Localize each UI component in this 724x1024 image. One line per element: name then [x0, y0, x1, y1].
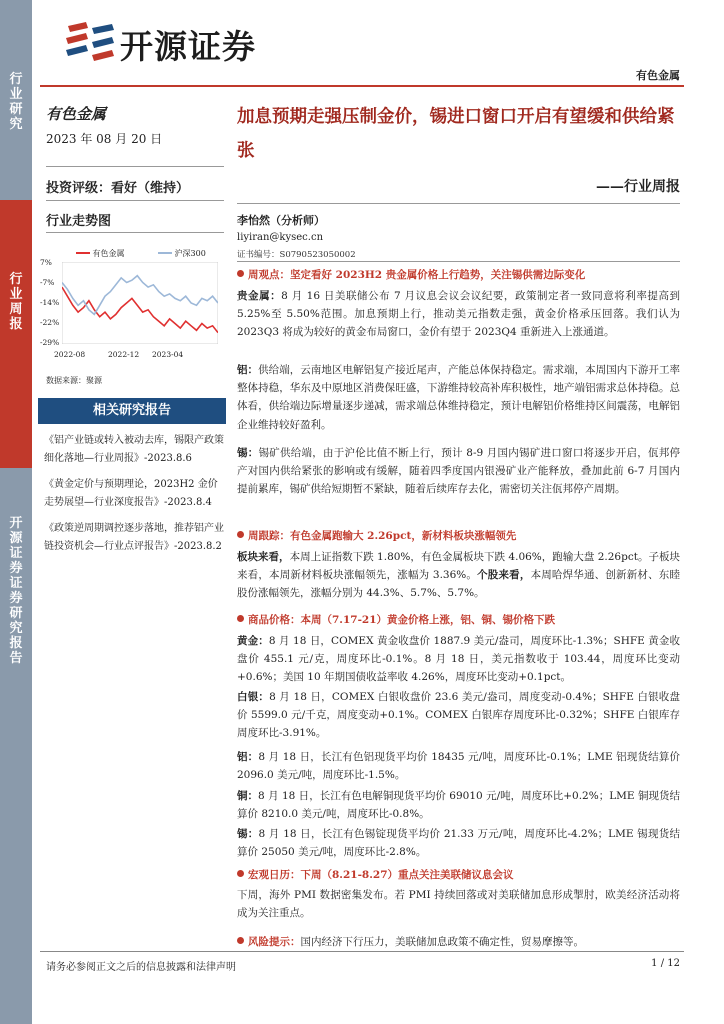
legend-item-nonferrous — [76, 248, 125, 259]
report-title: 加息预期走强压制金价，锡进口窗口开启有望缓和供给紧张 — [237, 107, 675, 161]
section-heading: 商品价格：本周（7.17-21）黄金价格上涨，铝、铜、锡价格下跌 — [237, 612, 555, 627]
report-date: 2023 年 08 月 20 日 — [46, 132, 163, 146]
section-body: 锡：8 月 18 日，长江有色锡锭现货平均价 21.33 万元/吨，周度环比-4.2%；LME 锡现货结算价 25050 美元/吨，周度环比-2.8%。 — [237, 828, 680, 859]
related-report-link[interactable]: 《政策逆周期调控逐步落地，推荐铝产业链投资机会—行业点评报告》-2023.8.2 — [44, 523, 224, 552]
x-tick: 2022-12 — [108, 350, 140, 359]
section-body: 铝：8 月 18 日，长江有色铝现货平均价 18435 元/吨，周度环比-0.1%；LME 铝现货结算价 2096.0 美元/吨，周度环比-1.5%。 — [237, 751, 681, 782]
series-line-0 — [62, 287, 218, 333]
side-strip-middle: 行 业 周 报 — [0, 200, 32, 468]
divider — [46, 232, 224, 233]
divider — [46, 166, 224, 167]
legend-label: 有色金属 — [92, 249, 125, 258]
industry-name: 有色金属 — [46, 105, 107, 123]
side-strip-bottom: 开 源 证 券 证 券 研 究 报 告 — [0, 468, 32, 1024]
section-body: 白银：8 月 18 日，COMEX 白银收盘价 23.6 美元/盎司，周度变动-0.4%；SHFE 白银收盘价 5599.0 元/千克，周度变动+0.1%。COMEX 白银库存周度环比-0.32%；SHFE 白银库存周度环比-3.91%。 — [237, 691, 680, 740]
analyst-cert: 证书编号：S0790523050002 — [237, 250, 356, 260]
header-divider — [40, 85, 684, 87]
footer-divider — [40, 951, 684, 952]
section-body: 铜：8 月 18 日，长江有色电解铜现货平均价 69010 元/吨，周度环比+0.2%；LME 铜现货结算价 8210.0 美元/吨，周度环比-0.8%。 — [237, 790, 681, 821]
x-tick: 2023-04 — [152, 350, 184, 359]
report-type: ——行业周报 — [596, 179, 680, 195]
x-tick: 2022-08 — [54, 350, 86, 359]
section-body: 下周，海外 PMI 数据密集发布。若 PMI 持续回落或对美联储加息形成掣肘，欧美经济活动将成为关注重点。 — [237, 889, 680, 920]
risk-warning: 风险提示：国内经济下行压力，美联储加息政策不确定性，贸易摩擦等。 — [237, 933, 680, 951]
related-reports-header: 相关研究报告 — [38, 398, 226, 424]
related-report-link[interactable]: 《铝产业链或转入被动去库，锡限产政策细化落地—行业周报》-2023.8.6 — [44, 435, 224, 464]
trend-chart — [40, 244, 226, 364]
y-tick: -29% — [40, 338, 60, 347]
section-body: 锡：锡矿供给端，由于沪伦比值不断上行，预计 8-9 月国内锡矿进口窗口将逐步开启，佤邦停产对国内供给紧张的影响或有缓解，随着四季度国内银漫矿业产能释放，叠加此前 6-7 月国内提前累库，锡矿供给短期暂不紧缺，随着后续库存去化，需密切关注佤邦停产周期。 — [237, 447, 680, 496]
investment-rating: 投资评级：看好（维持） — [46, 181, 190, 196]
bullet-icon — [237, 531, 244, 538]
kysec-logo-icon — [64, 20, 116, 62]
divider — [46, 200, 224, 201]
section-body: 黄金：8 月 18 日，COMEX 黄金收盘价 1887.9 美元/盎司，周度环比-1.3%；SHFE 黄金收盘价 455.1 元/克，周度环比-0.1%。8 月 18 日，美元指数收于 103.44，周度环比变动+0.6%；美国 10 年期国债收益率收 4.26%，周度环比变动+0.1pct。 — [237, 635, 680, 684]
section-body: 贵金属：8 月 16 日美联储公布 7 月议息会议会议纪要，政策制定者一致同意将利率提高到 5.25%至 5.50%范围。加息预期上行，推动美元指数走强，黄金价格承压回落。我们认为 2023Q3 将成为较好的黄金布局窗口，金价有望于 2023Q4 重新进入上涨通道。 — [237, 290, 681, 339]
page-number: 1 / 12 — [651, 958, 680, 969]
trend-chart-title: 行业走势图 — [46, 214, 112, 229]
logo-text: 开源证券 — [120, 27, 256, 66]
section-body: 板块来看，本周上证指数下跌 1.80%，有色金属板块下跌 4.06%，跑输大盘 2.26pct。子板块来看，本周新材料板块涨幅领先，涨幅为 3.36%。个股来看，本周哈焊华通、创新新材、东睦股份涨幅领先，涨幅分别为 44.3%、5.7%、5.7%。 — [237, 551, 680, 600]
section-heading: 周观点：坚定看好 2023H2 贵金属价格上行趋势，关注锡供需边际变化 — [237, 267, 585, 282]
footer-disclaimer[interactable]: 请务必参阅正文之后的信息披露和法律声明 — [46, 962, 236, 973]
side-strip-top: 行 业 研 究 — [0, 0, 32, 200]
y-tick: -7% — [40, 278, 55, 287]
legend-item-hs300 — [158, 248, 206, 259]
related-report-link[interactable]: 《黄金定价与预期理论，2023H2 金价走势展望—行业深度报告》-2023.8.4 — [44, 479, 218, 508]
bullet-icon — [237, 937, 244, 944]
divider — [237, 203, 680, 204]
bullet-icon — [237, 270, 244, 277]
y-tick: 7% — [40, 258, 52, 267]
bullet-icon — [237, 870, 244, 877]
section-heading: 宏观日历：下周（8.21-8.27）重点关注美联储议息会议 — [237, 867, 514, 882]
analyst-email[interactable]: liyiran@kysec.cn — [237, 232, 324, 243]
header-category: 有色金属 — [636, 69, 680, 82]
section-body: 铝：供给端，云南地区电解铝复产接近尾声，产能总体保持稳定。需求端，本周国内下游开工率整体持稳，华东及中原地区消费保旺盛，下游维持较高补库积极性，地产端铝需求总体持稳。总体看，供给端边际增量逐步递减，需求端总体维持稳定，预计电解铝价格维持区间震荡，电解铝企业维持较好盈利。 — [237, 364, 681, 431]
bullet-icon — [237, 615, 244, 622]
section-heading: 周跟踪：有色金属跑输大 2.26pct，新材料板块涨幅领先 — [237, 528, 516, 543]
y-tick: -22% — [40, 318, 60, 327]
trend-plot — [62, 262, 218, 344]
legend-label: 沪深300 — [174, 249, 206, 258]
analyst-name: 李怡然（分析师） — [237, 214, 325, 227]
y-tick: -14% — [40, 298, 60, 307]
chart-source: 数据来源：聚源 — [46, 376, 102, 385]
divider — [237, 261, 680, 262]
